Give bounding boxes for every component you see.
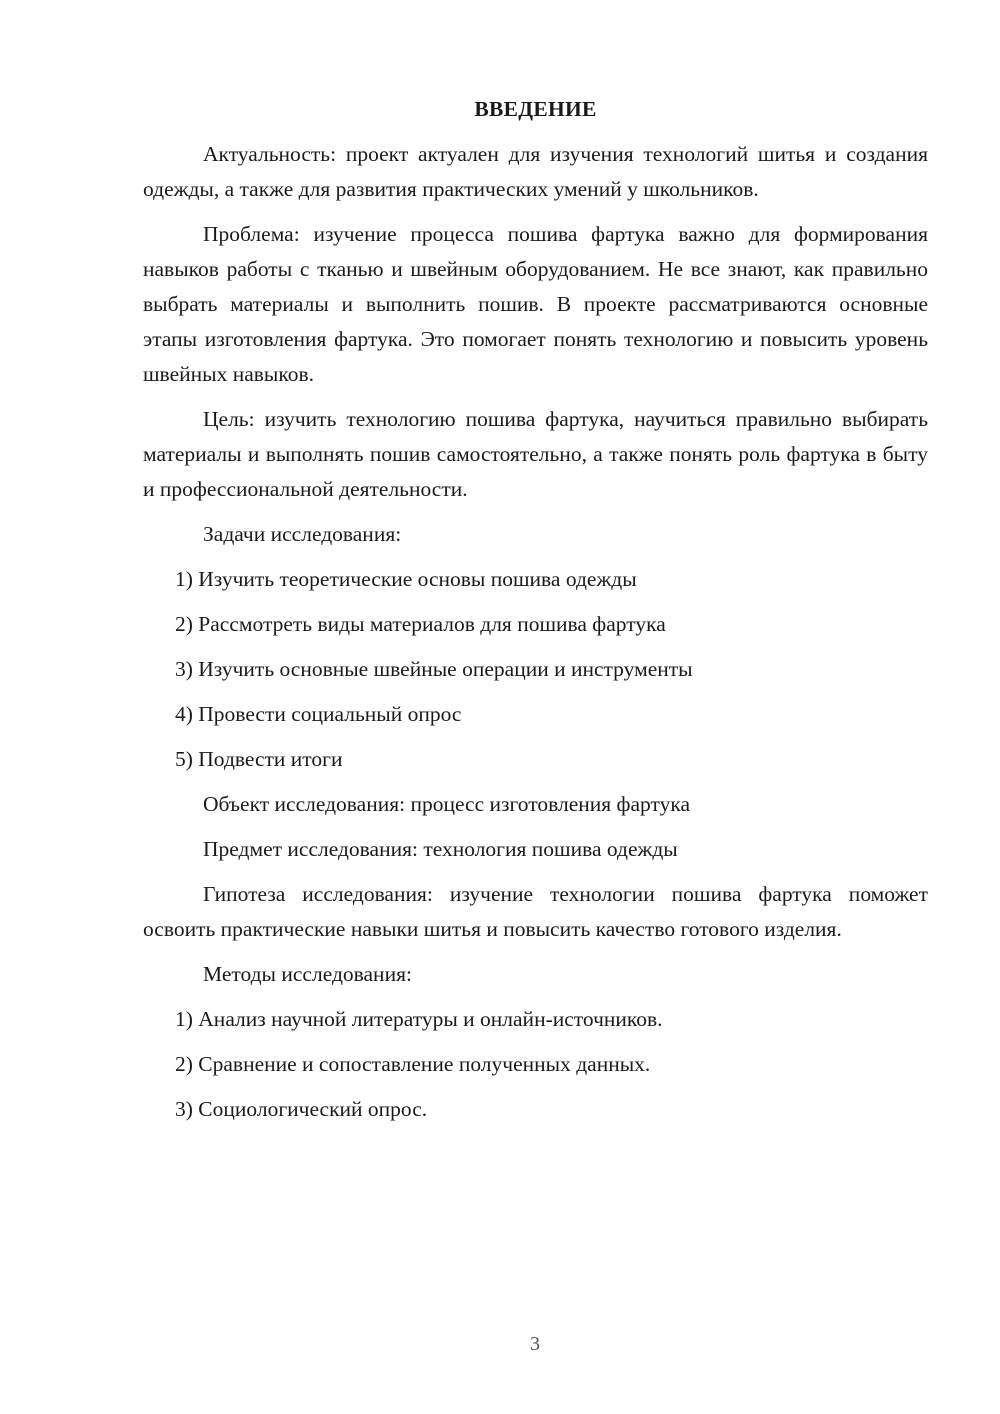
task-item: 3) Изучить основные швейные операции и инструменты — [175, 657, 693, 681]
method-item: 3) Социологический опрос. — [175, 1097, 428, 1121]
relevance-paragraph: Актуальность: проект актуален для изучения технологий шитья и создания одежды, а также для развития практических умений у школьников. — [143, 142, 928, 201]
object-line: Объект исследования: процесс изготовления фартука — [203, 792, 690, 816]
section-title: ВВЕДЕНИЕ — [474, 97, 597, 121]
method-item: 2) Сравнение и сопоставление полученных данных. — [175, 1052, 651, 1076]
task-item: 5) Подвести итоги — [175, 747, 343, 771]
goal-paragraph: Цель: изучить технологию пошива фартука, научиться правильно выбирать материалы и выполнять пошив самостоятельно, а также понять роль фартука в быту и профессиональной деятельности. — [143, 407, 928, 501]
task-item: 4) Провести социальный опрос — [175, 702, 462, 726]
hypothesis-paragraph: Гипотеза исследования: изучение технологии пошива фартука поможет освоить практические навыки шитья и повысить качество готового изделия. — [143, 882, 928, 941]
methods-heading: Методы исследования: — [203, 962, 412, 986]
page-number: 3 — [530, 1333, 540, 1355]
tasks-heading: Задачи исследования: — [203, 522, 402, 546]
method-item: 1) Анализ научной литературы и онлайн-источников. — [175, 1007, 663, 1031]
task-item: 2) Рассмотреть виды материалов для пошива фартука — [175, 612, 666, 636]
subject-line: Предмет исследования: технология пошива одежды — [203, 837, 678, 861]
task-item: 1) Изучить теоретические основы пошива одежды — [175, 567, 637, 591]
document-page — [143, 92, 928, 1137]
problem-paragraph: Проблема: изучение процесса пошива фартука важно для формирования навыков работы с тканью и швейным оборудованием. Не все знают, как правильно выбрать материалы и выполнить пошив. В проекте рассматриваются основные этапы изготовления фартука. Это помогает понять технологию и повысить уровень швейных навыков. — [143, 222, 928, 386]
